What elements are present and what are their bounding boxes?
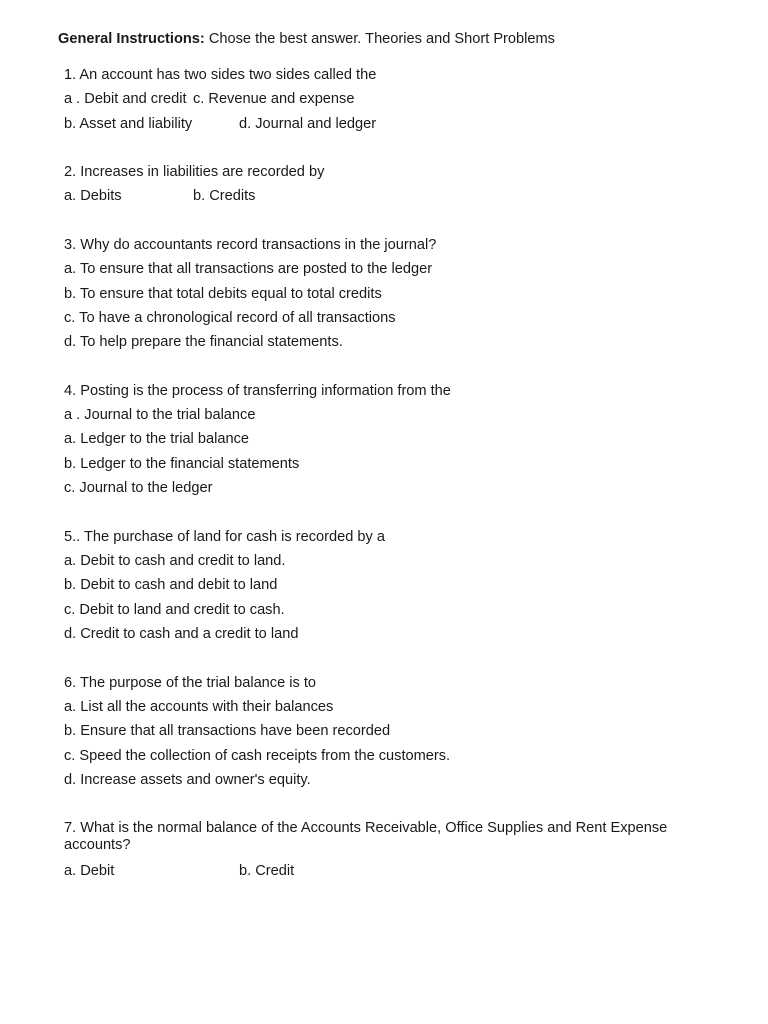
q3-option-d: d. To help prepare the financial statements.: [64, 334, 343, 350]
q1-option-b: b. Asset and liability: [64, 116, 193, 132]
question-4: 4. Posting is the process of transferring information from the: [64, 383, 451, 399]
q6-option-b: b. Ensure that all transactions have been recorded: [64, 723, 391, 739]
q1-option-a: a . Debit and credit: [64, 91, 187, 107]
q1-option-c: c. Revenue and expense: [193, 91, 355, 107]
q6-option-d: d. Increase assets and owner's equity.: [64, 772, 311, 788]
question-2: 2. Increases in liabilities are recorded by: [64, 164, 325, 180]
q6-option-a: a. List all the accounts with their balances: [64, 699, 334, 715]
question-5: 5.. The purchase of land for cash is recorded by a: [64, 529, 385, 545]
question-7: 7. What is the normal balance of the Accounts Receivable, Office Supplies and Rent Expense accounts?: [64, 820, 668, 853]
q4-option-2: a. Ledger to the trial balance: [64, 431, 249, 447]
q4-option-4: c. Journal to the ledger: [64, 480, 213, 496]
q6-option-c: c. Speed the collection of cash receipts from the customers.: [64, 748, 451, 764]
q5-option-c: c. Debit to land and credit to cash.: [64, 602, 285, 618]
question-6: 6. The purpose of the trial balance is to: [64, 675, 317, 691]
q2-option-b: b. Credits: [193, 188, 256, 204]
q3-option-c: c. To have a chronological record of all transactions: [64, 310, 396, 326]
q5-option-b: b. Debit to cash and debit to land: [64, 577, 278, 593]
q4-option-1: a . Journal to the trial balance: [64, 407, 256, 423]
q1-option-d: d. Journal and ledger: [239, 116, 377, 132]
q3-option-b: b. To ensure that total debits equal to total credits: [64, 286, 382, 302]
question-1: 1. An account has two sides two sides called the: [64, 67, 377, 83]
q3-option-a: a. To ensure that all transactions are posted to the ledger: [64, 261, 433, 277]
q4-option-3: b. Ledger to the financial statements: [64, 456, 300, 472]
instructions-label: General Instructions:: [58, 31, 205, 47]
q5-option-d: d. Credit to cash and a credit to land: [64, 626, 299, 642]
q2-option-a: a. Debits: [64, 188, 122, 204]
q5-option-a: a. Debit to cash and credit to land.: [64, 553, 286, 569]
question-3: 3. Why do accountants record transactions in the journal?: [64, 237, 437, 253]
q7-option-a: a. Debit: [64, 863, 115, 879]
instructions-text: Chose the best answer. Theories and Short Problems: [208, 31, 555, 47]
instructions-heading: [58, 30, 555, 48]
q7-option-b: b. Credit: [239, 863, 295, 879]
